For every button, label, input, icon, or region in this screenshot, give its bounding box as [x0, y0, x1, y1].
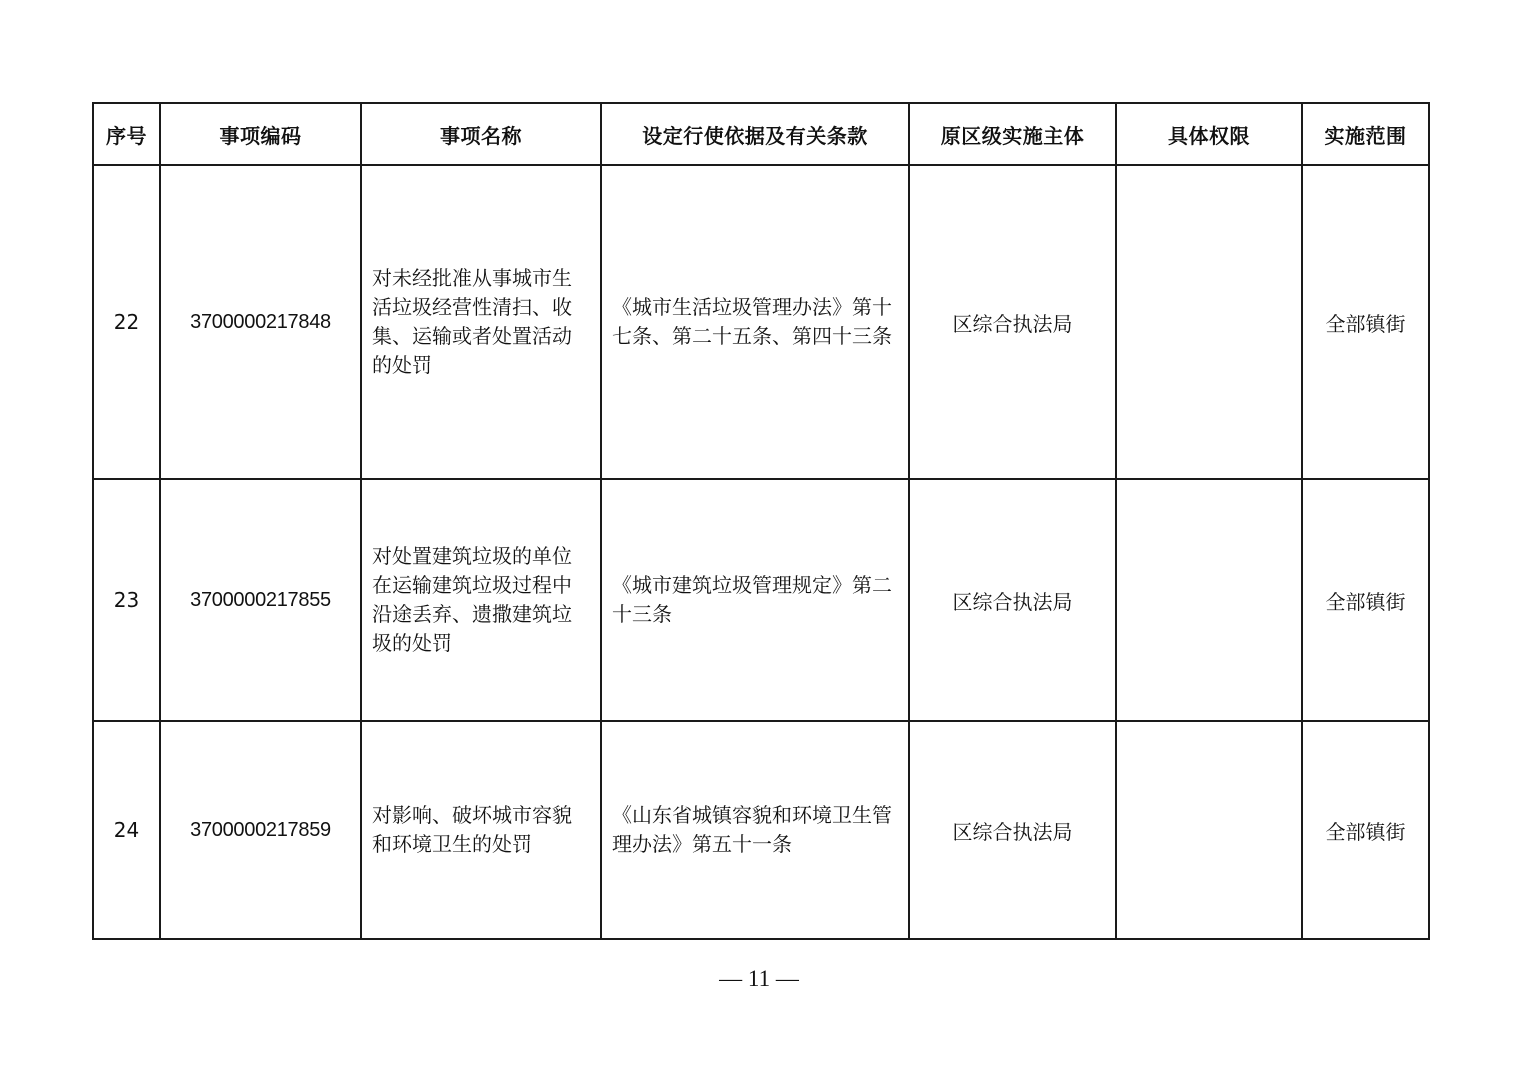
cell-code: 3700000217859: [160, 721, 361, 939]
cell-scope: 全部镇街: [1302, 721, 1429, 939]
page-number: — 11 —: [719, 966, 799, 991]
header-subject: 原区级实施主体: [909, 103, 1116, 165]
table-header-row: [93, 103, 1429, 165]
cell-subject: 区综合执法局: [909, 165, 1116, 479]
cell-index: 22: [93, 165, 160, 479]
header-authority: 具体权限: [1116, 103, 1302, 165]
header-name: 事项名称: [361, 103, 601, 165]
cell-authority: [1116, 165, 1302, 479]
cell-subject: 区综合执法局: [909, 721, 1116, 939]
cell-scope: 全部镇街: [1302, 165, 1429, 479]
cell-basis: 《城市生活垃圾管理办法》第十七条、第二十五条、第四十三条: [601, 165, 909, 479]
cell-index: 23: [93, 479, 160, 721]
cell-subject: 区综合执法局: [909, 479, 1116, 721]
cell-authority: [1116, 721, 1302, 939]
authority-table: [92, 102, 1430, 940]
cell-name: 对处置建筑垃圾的单位在运输建筑垃圾过程中沿途丢弃、遗撒建筑垃圾的处罚: [361, 479, 601, 721]
cell-name: 对影响、破坏城市容貌和环境卫生的处罚: [361, 721, 601, 939]
table-row: [93, 721, 1429, 939]
table-row: [93, 165, 1429, 479]
cell-index: 24: [93, 721, 160, 939]
cell-authority: [1116, 479, 1302, 721]
cell-basis: 《山东省城镇容貌和环境卫生管理办法》第五十一条: [601, 721, 909, 939]
cell-basis: 《城市建筑垃圾管理规定》第二十三条: [601, 479, 909, 721]
header-code: 事项编码: [160, 103, 361, 165]
header-scope: 实施范围: [1302, 103, 1429, 165]
cell-name: 对未经批准从事城市生活垃圾经营性清扫、收集、运输或者处置活动的处罚: [361, 165, 601, 479]
header-index: 序号: [93, 103, 160, 165]
table-row: [93, 479, 1429, 721]
header-basis: 设定行使依据及有关条款: [601, 103, 909, 165]
cell-code: 3700000217855: [160, 479, 361, 721]
cell-scope: 全部镇街: [1302, 479, 1429, 721]
cell-code: 3700000217848: [160, 165, 361, 479]
